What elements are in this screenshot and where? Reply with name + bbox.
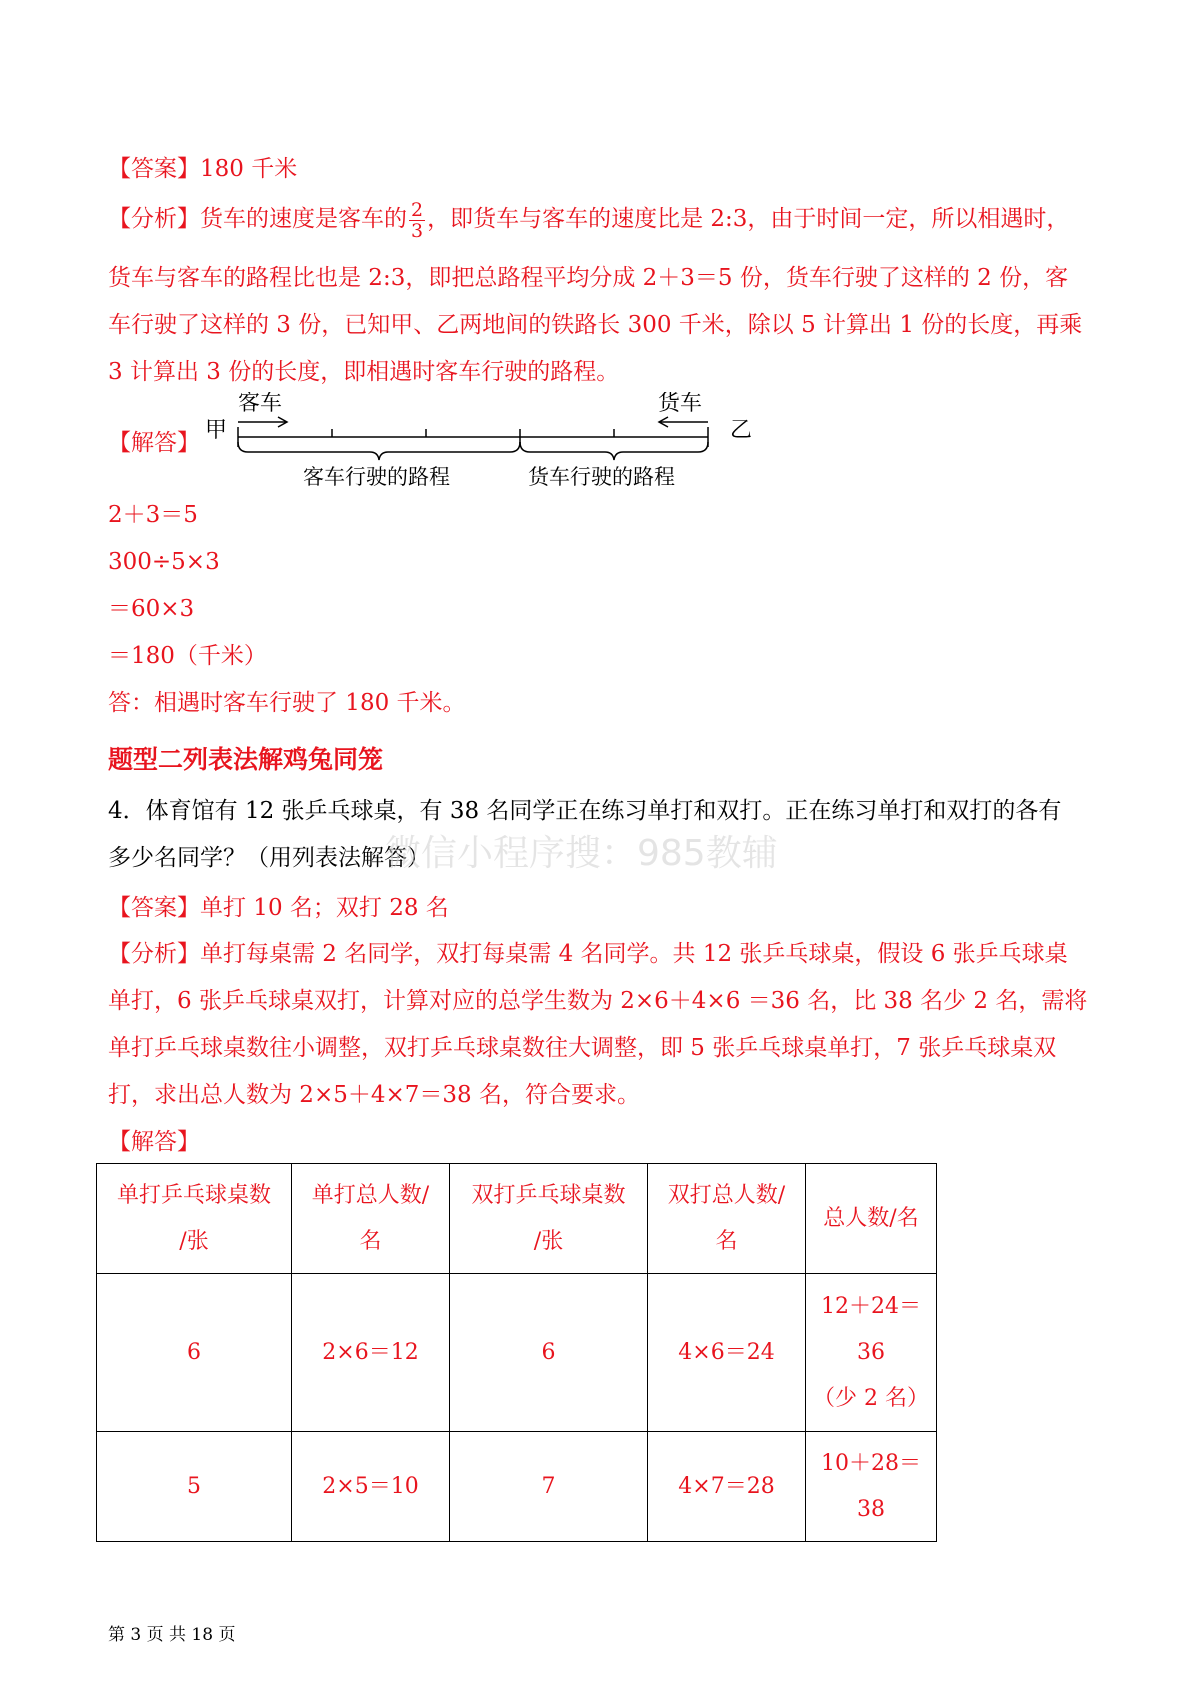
q3-fraction bbox=[409, 200, 425, 241]
cell-text: 7 bbox=[541, 1473, 556, 1499]
q3-analysis-tag: 【分析】 bbox=[108, 206, 200, 232]
q3-step-1: 2＋3＝5 bbox=[108, 502, 198, 528]
header-text: 总人数/名 bbox=[823, 1205, 919, 1231]
line-segment-diagram bbox=[200, 392, 760, 497]
q3-fraction-denominator: 3 bbox=[411, 219, 424, 242]
diagram-brace-left bbox=[238, 442, 520, 460]
page-footer: 第 3 页 共 18 页 bbox=[108, 1625, 236, 1645]
q3-solution-tag: 【解答】 bbox=[108, 430, 200, 456]
table-row bbox=[97, 1432, 937, 1542]
cell-text: 4×6＝24 bbox=[678, 1339, 775, 1365]
cell-text: 5 bbox=[187, 1473, 201, 1499]
q4-answer-value: 单打 10 名；双打 28 名 bbox=[200, 895, 449, 921]
cell-text: 6 bbox=[187, 1339, 201, 1365]
q4-analysis-line-1 bbox=[108, 938, 1068, 970]
table-cell bbox=[292, 1274, 450, 1432]
diagram-left-vehicle: 客车 bbox=[238, 392, 283, 416]
header-text: /张 bbox=[179, 1228, 209, 1254]
q4-analysis-line-2: 单打，6 张乒乓球桌双打，计算对应的总学生数为 2×6＋4×6 ＝36 名，比 38 名少 2 名，需将 bbox=[108, 988, 1088, 1014]
q4-answer-tag: 【答案】 bbox=[108, 895, 200, 921]
table-cell bbox=[648, 1274, 806, 1432]
q4-analysis-text: 单打每桌需 2 名同学，双打每桌需 4 名同学。共 12 张乒乓球桌，假设 6 张乒乓球桌 bbox=[200, 941, 1068, 967]
table-header-row bbox=[97, 1164, 937, 1274]
q3-step-4: ＝180（千米） bbox=[108, 643, 267, 669]
table-cell bbox=[97, 1274, 292, 1432]
table-cell bbox=[450, 1432, 648, 1542]
header-text: 双打总人数/ bbox=[667, 1182, 786, 1208]
q4-analysis-line-3: 单打乒乓球桌数往小调整，双打乒乓球桌数往大调整，即 5 张乒乓球桌单打，7 张乒乓球桌双 bbox=[108, 1035, 1057, 1061]
header-text: 双打乒乓球桌数 bbox=[471, 1182, 626, 1208]
header-text: /张 bbox=[533, 1228, 564, 1254]
q3-analysis-line-4: 3 计算出 3 份的长度，即相遇时客车行驶的路程。 bbox=[108, 359, 620, 385]
q3-step-3: ＝60×3 bbox=[108, 596, 195, 622]
q3-analysis-text-a: 货车的速度是客车的 bbox=[200, 206, 407, 232]
q4-solution-tag: 【解答】 bbox=[108, 1129, 200, 1155]
diagram-right-end: 乙 bbox=[730, 418, 753, 443]
table-header-cell bbox=[450, 1164, 648, 1274]
solution-table bbox=[96, 1163, 937, 1542]
table-header-cell bbox=[97, 1164, 292, 1274]
cell-text: （少 2 名） bbox=[813, 1385, 929, 1411]
q3-answer-line bbox=[108, 153, 297, 185]
cell-text: 2×5＝10 bbox=[322, 1473, 419, 1499]
header-text: 单打乒乓球桌数 bbox=[116, 1182, 271, 1208]
table-header-cell bbox=[292, 1164, 450, 1274]
watermark: 微信小程序搜：985教辅 bbox=[385, 833, 778, 874]
table-row bbox=[97, 1274, 937, 1432]
table-cell bbox=[292, 1432, 450, 1542]
table-header-cell bbox=[806, 1164, 937, 1274]
cell-text: 36 bbox=[857, 1339, 885, 1365]
q3-analysis-text-b: ，即货车与客车的速度比是 2:3，由于时间一定，所以相遇时， bbox=[427, 206, 1070, 232]
q4-answer-line bbox=[108, 892, 449, 924]
table-cell bbox=[450, 1274, 648, 1432]
cell-text: 6 bbox=[541, 1339, 556, 1365]
header-text: 名 bbox=[715, 1228, 738, 1254]
q4-analysis-line-4: 打，求出总人数为 2×5＋4×7＝38 名，符合要求。 bbox=[108, 1082, 640, 1108]
table-cell bbox=[806, 1432, 937, 1542]
q3-analysis-line-3: 车行驶了这样的 3 份，已知甲、乙两地间的铁路长 300 千米，除以 5 计算出 1 份的长度，再乘 bbox=[108, 312, 1083, 338]
q4-question-line-2: 多少名同学？（用列表法解答） bbox=[108, 845, 430, 871]
diagram-brace-right bbox=[520, 442, 708, 460]
table-header-cell bbox=[648, 1164, 806, 1274]
cell-text: 4×7＝28 bbox=[678, 1473, 775, 1499]
table-cell bbox=[648, 1432, 806, 1542]
q4-analysis-tag: 【分析】 bbox=[108, 941, 200, 967]
cell-text: 10＋28＝ bbox=[821, 1450, 921, 1476]
diagram-right-vehicle: 货车 bbox=[658, 392, 703, 416]
cell-text: 38 bbox=[857, 1496, 885, 1522]
header-text: 单打总人数/ bbox=[311, 1182, 430, 1208]
q3-analysis-line-1 bbox=[108, 194, 1069, 244]
q4-question-line-1: 4．体育馆有 12 张乒乓球桌，有 38 名同学正在练习单打和双打。正在练习单打和双打的各有 bbox=[108, 798, 1062, 824]
q3-final-answer: 答：相遇时客车行驶了 180 千米。 bbox=[108, 690, 466, 716]
header-text: 名 bbox=[359, 1228, 382, 1254]
q3-analysis-line-2: 货车与客车的路程比也是 2:3，即把总路程平均分成 2＋3＝5 份，货车行驶了这样的 2 份，客 bbox=[108, 265, 1069, 291]
diagram-left-brace-label: 客车行驶的路程 bbox=[303, 465, 450, 489]
cell-text: 2×6＝12 bbox=[322, 1339, 419, 1365]
q3-answer-value: 180 千米 bbox=[200, 156, 298, 182]
q3-fraction-numerator: 2 bbox=[411, 198, 424, 221]
diagram-right-brace-label: 货车行驶的路程 bbox=[528, 465, 675, 489]
cell-text: 12＋24＝ bbox=[821, 1293, 921, 1319]
table-cell bbox=[806, 1274, 937, 1432]
section-heading: 题型二列表法解鸡兔同笼 bbox=[108, 745, 384, 774]
table-cell bbox=[97, 1432, 292, 1542]
q3-step-2: 300÷5×3 bbox=[108, 549, 220, 575]
q3-answer-tag: 【答案】 bbox=[108, 156, 200, 182]
diagram-left-end: 甲 bbox=[205, 418, 228, 443]
